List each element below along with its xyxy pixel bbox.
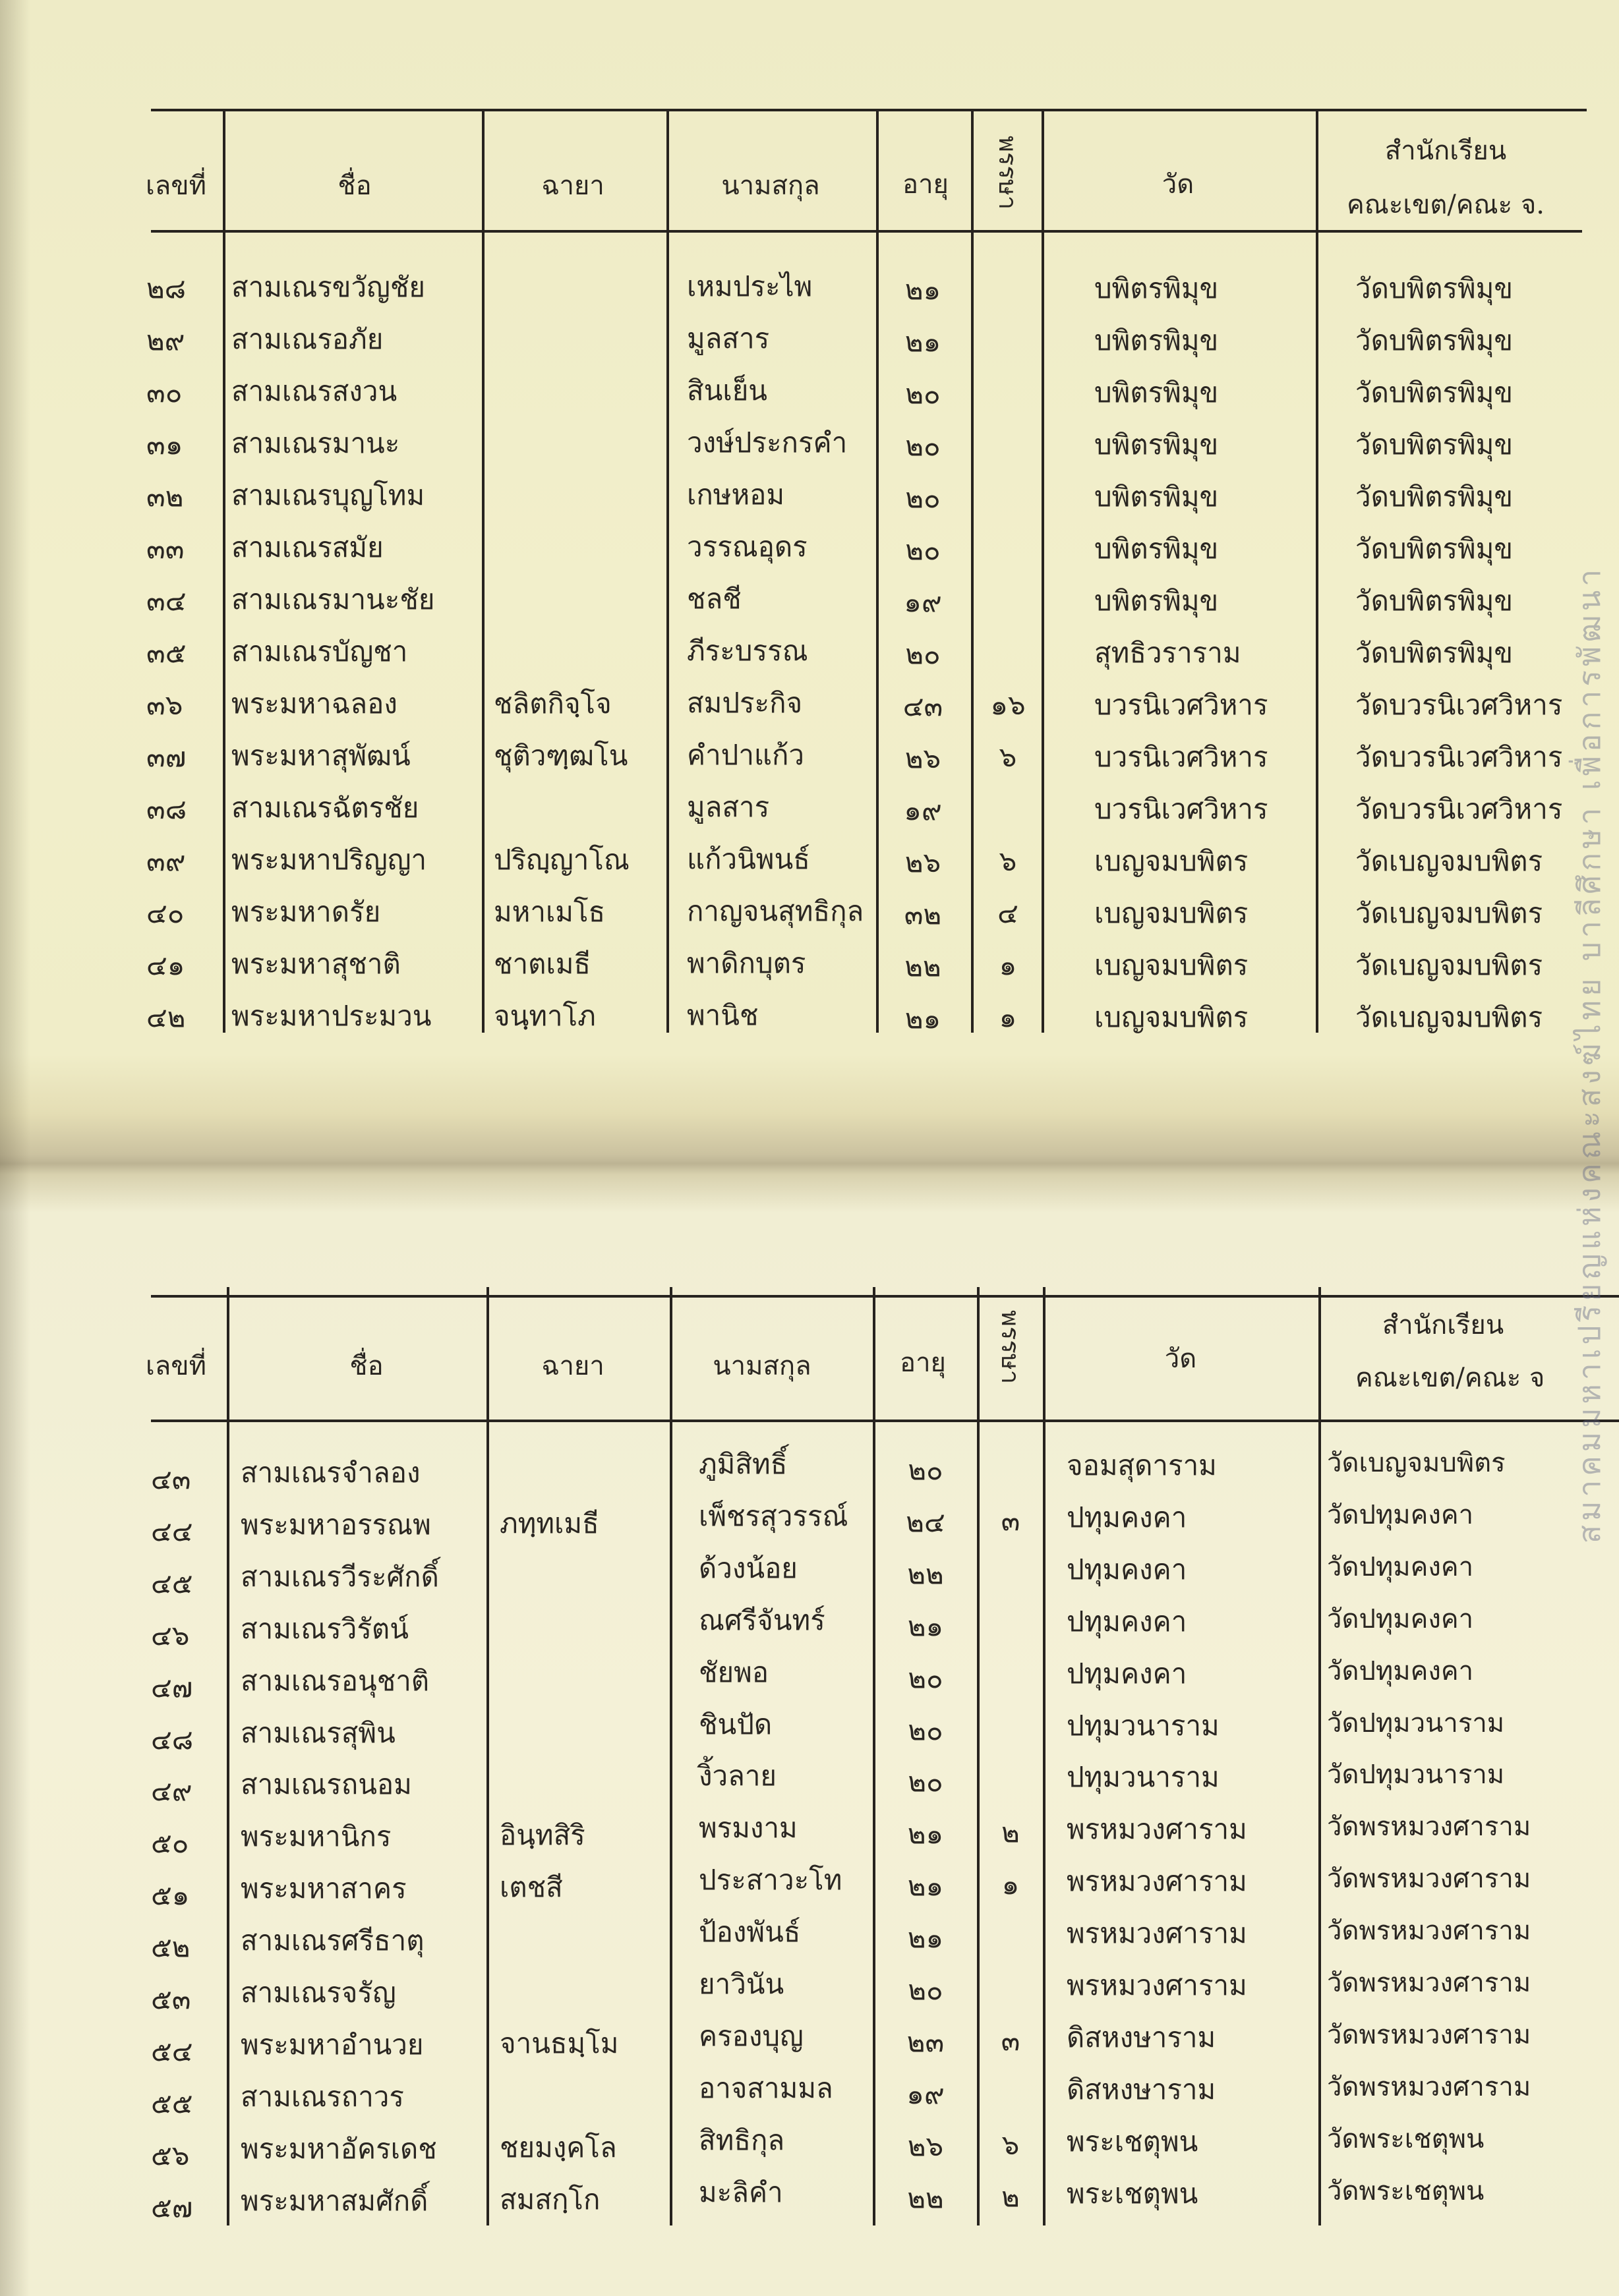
table-row bbox=[0, 1603, 1595, 1651]
cell-school: วัดเบญจมบพิตร bbox=[1327, 1448, 1506, 1478]
cell-wat: บพิตรพิมุข bbox=[1094, 532, 1219, 565]
header-school-line1: สำนักเรียน bbox=[1382, 1310, 1504, 1340]
cell-no: ๕๐ bbox=[151, 1827, 189, 1860]
table-row bbox=[0, 2123, 1595, 2171]
header-phansa: พรรษา bbox=[993, 135, 1022, 210]
cell-no: ๕๗ bbox=[151, 2191, 193, 2224]
cell-school: วัดบพิตรพิมุข bbox=[1355, 324, 1514, 357]
cell-surname: ครองบุญ bbox=[699, 2019, 804, 2052]
cell-age: ๒๔ bbox=[906, 1505, 945, 1538]
cell-name: สามเณรสุพิน bbox=[241, 1716, 396, 1749]
table-row bbox=[0, 372, 1595, 411]
cell-age: ๒๐ bbox=[905, 534, 941, 566]
cell-chaya: ภทฺทเมธี bbox=[500, 1507, 599, 1539]
cell-age: ๒๑ bbox=[907, 1609, 944, 1642]
cell-school: วัดปทุมคงคา bbox=[1327, 1551, 1474, 1582]
cell-name: สามเณรสมัย bbox=[231, 531, 384, 563]
table-row bbox=[0, 1760, 1595, 1808]
cell-surname: สมประกิจ bbox=[687, 687, 803, 719]
cell-name: สามเณรอนุชาติ bbox=[241, 1664, 430, 1697]
cell-name: พระมหาอรรณพ bbox=[241, 1508, 431, 1541]
cell-name: สามเณรวิรัตน์ bbox=[241, 1612, 409, 1645]
header-bottom-rule bbox=[151, 1420, 1619, 1422]
cell-wat: ปทุมวนาราม bbox=[1067, 1709, 1220, 1742]
table-row bbox=[0, 840, 1595, 880]
cell-age: ๒๒ bbox=[904, 950, 941, 983]
cell-no: ๕๓ bbox=[151, 1983, 191, 2015]
cell-school: วัดบพิตรพิมุข bbox=[1355, 532, 1514, 565]
cell-school: วัดบพิตรพิมุข bbox=[1355, 637, 1514, 669]
cell-wat: พรหมวงศาราม bbox=[1067, 1865, 1247, 1898]
cell-age: ๒๐ bbox=[905, 482, 941, 514]
cell-surname: ป้องพันธ์ bbox=[699, 1916, 801, 1949]
table-row bbox=[0, 684, 1595, 724]
cell-name: สามเณรบุญโทม bbox=[231, 479, 425, 511]
cell-age: ๒๑ bbox=[907, 1922, 944, 1955]
table-row bbox=[0, 996, 1595, 1036]
cell-wat: บพิตรพิมุข bbox=[1094, 272, 1219, 304]
header-chaya: ฉายา bbox=[541, 1351, 604, 1381]
cell-age: ๒๐ bbox=[908, 1661, 943, 1694]
cell-chaya: อินฺทสิริ bbox=[500, 1819, 585, 1852]
table-row bbox=[0, 476, 1595, 515]
header-chaya: ฉายา bbox=[541, 171, 604, 201]
cell-surname: คำปาแก้ว bbox=[687, 739, 805, 771]
cell-surname: พานิช bbox=[687, 999, 759, 1031]
header-wat: วัด bbox=[1162, 169, 1194, 200]
cell-name: สามเณรจรัญ bbox=[241, 1976, 396, 2009]
cell-surname: มูลสาร bbox=[687, 791, 770, 823]
cell-phansa: ๑ bbox=[999, 949, 1017, 981]
cell-wat: ปทุมคงคา bbox=[1067, 1605, 1187, 1638]
header-number: เลขที่ bbox=[146, 1351, 206, 1381]
header-bottom-rule bbox=[151, 230, 1582, 233]
cell-school: วัดบวรนิเวศวิหาร bbox=[1355, 689, 1563, 721]
cell-no: ๓๕ bbox=[146, 637, 187, 669]
cell-wat: บพิตรพิมุข bbox=[1094, 480, 1219, 513]
cell-school: วัดเบญจมบพิตร bbox=[1355, 949, 1543, 981]
table-row bbox=[0, 944, 1595, 984]
cell-name: สามเณรบัญชา bbox=[231, 635, 408, 668]
cell-no: ๔๓ bbox=[151, 1463, 191, 1495]
table-row bbox=[0, 1968, 1595, 2015]
cell-no: ๔๑ bbox=[146, 949, 185, 981]
table-row bbox=[0, 1499, 1595, 1547]
cell-surname: ด้วงน้อย bbox=[699, 1551, 798, 1584]
header-school-line1: สำนักเรียน bbox=[1384, 136, 1507, 166]
cell-surname: ภีระบรรณ bbox=[687, 635, 808, 667]
cell-age: ๒๓ bbox=[906, 2025, 945, 2058]
cell-name: พระมหาดรัย bbox=[231, 896, 381, 928]
cell-age: ๒๒ bbox=[907, 1557, 944, 1590]
cell-age: ๑๙ bbox=[904, 794, 942, 826]
cell-name: สามเณรมานะ bbox=[231, 427, 400, 459]
cell-no: ๓๒ bbox=[146, 480, 184, 513]
cell-phansa: ๒ bbox=[1001, 2180, 1020, 2213]
cell-phansa: ๒ bbox=[1001, 1816, 1020, 1849]
table-row bbox=[0, 528, 1595, 567]
cell-age: ๑๙ bbox=[906, 2077, 945, 2110]
table-row bbox=[0, 2019, 1595, 2067]
cell-wat: บพิตรพิมุข bbox=[1094, 428, 1219, 461]
cell-phansa: ๓ bbox=[1001, 1504, 1020, 1537]
cell-no: ๕๔ bbox=[151, 2034, 193, 2067]
cell-age: ๒๖ bbox=[904, 742, 941, 774]
header-name: ชื่อ bbox=[338, 171, 372, 201]
table-top-rule bbox=[151, 1295, 1619, 1298]
cell-wat: พรหมวงศาราม bbox=[1067, 1813, 1247, 1846]
cell-school: วัดบพิตรพิมุข bbox=[1355, 376, 1514, 409]
cell-surname: ชลชี bbox=[687, 583, 742, 615]
header-age: อายุ bbox=[900, 1348, 946, 1378]
cell-age: ๒๐ bbox=[908, 1454, 943, 1486]
cell-surname: ยาวินัน bbox=[699, 1968, 784, 2000]
cell-no: ๓๐ bbox=[146, 376, 183, 409]
table-row bbox=[0, 788, 1595, 828]
cell-school: วัดเบญจมบพิตร bbox=[1355, 897, 1543, 929]
table-row bbox=[0, 268, 1595, 307]
cell-name: พระมหาสมศักดิ์ bbox=[241, 2184, 428, 2217]
cell-school: วัดปทุมคงคา bbox=[1327, 1655, 1474, 1686]
cell-wat: เบญจมบพิตร bbox=[1094, 949, 1249, 981]
cell-age: ๒๐ bbox=[905, 378, 941, 410]
cell-school: วัดปทุมวนาราม bbox=[1327, 1708, 1505, 1738]
cell-school: วัดพรหมวงศาราม bbox=[1327, 1812, 1531, 1843]
cell-name: พระมหาปริญญา bbox=[231, 844, 427, 876]
cell-wat: บพิตรพิมุข bbox=[1094, 585, 1219, 617]
cell-age: ๒๑ bbox=[904, 1002, 941, 1035]
cell-school: วัดพระเชตุพน bbox=[1327, 2175, 1485, 2206]
cell-wat: ปทุมคงคา bbox=[1067, 1501, 1187, 1534]
cell-surname: วรรณอุดร bbox=[687, 531, 808, 563]
cell-wat: บพิตรพิมุข bbox=[1094, 324, 1219, 357]
cell-age: ๒๖ bbox=[904, 846, 941, 878]
cell-school: วัดบพิตรพิมุข bbox=[1355, 428, 1514, 461]
cell-no: ๕๖ bbox=[151, 2138, 190, 2171]
cell-wat: บพิตรพิมุข bbox=[1094, 376, 1219, 409]
table-row bbox=[0, 320, 1595, 359]
cell-no: ๕๑ bbox=[151, 1879, 190, 1912]
cell-chaya: เตชสี bbox=[500, 1871, 563, 1904]
cell-wat: ปทุมคงคา bbox=[1067, 1657, 1187, 1690]
cell-wat: ดิสหงษาราม bbox=[1067, 2073, 1216, 2106]
cell-wat: สุทธิวราราม bbox=[1094, 637, 1241, 669]
cell-name: พระมหาอำนวย bbox=[241, 2028, 424, 2061]
cell-surname: กาญจนสุทธิกุล bbox=[687, 895, 864, 927]
cell-school: วัดบพิตรพิมุข bbox=[1355, 480, 1514, 513]
cell-no: ๔๒ bbox=[146, 1001, 186, 1033]
cell-phansa: ๖ bbox=[999, 741, 1017, 773]
header-school-line2: คณะเขต/คณะ จ bbox=[1355, 1363, 1545, 1393]
table-row bbox=[0, 424, 1595, 463]
cell-phansa: ๖ bbox=[999, 845, 1017, 877]
table-row bbox=[0, 892, 1595, 932]
cell-school: วัดเบญจมบพิตร bbox=[1355, 845, 1543, 877]
cell-chaya: จนฺทาโภ bbox=[494, 1000, 596, 1032]
cell-age: ๒๑ bbox=[907, 1870, 944, 1903]
cell-school: วัดปทุมคงคา bbox=[1327, 1499, 1474, 1530]
cell-age: ๒๑ bbox=[904, 273, 941, 306]
header-wat: วัด bbox=[1164, 1344, 1197, 1374]
table-row bbox=[0, 2071, 1595, 2119]
cell-wat: เบญจมบพิตร bbox=[1094, 1001, 1249, 1033]
cell-wat: บวรนิเวศวิหาร bbox=[1094, 689, 1268, 721]
cell-age: ๒๐ bbox=[908, 1974, 943, 2006]
cell-age: ๒๐ bbox=[905, 430, 941, 462]
cell-chaya: จานธมฺโม bbox=[500, 2026, 619, 2059]
cell-name: พระมหาสุชาติ bbox=[231, 948, 401, 980]
cell-chaya: ชุติวฑฺฒโน bbox=[494, 739, 628, 772]
cell-name: สามเณรศรีธาตุ bbox=[241, 1924, 425, 1957]
cell-age: ๒๖ bbox=[907, 2129, 944, 2162]
cell-school: วัดพรหมวงศาราม bbox=[1327, 2019, 1531, 2050]
cell-name: พระมหาสุพัฒน์ bbox=[231, 739, 411, 772]
table-row bbox=[0, 1812, 1595, 1860]
cell-school: วัดพระเชตุพน bbox=[1327, 2123, 1485, 2154]
cell-no: ๕๕ bbox=[151, 2086, 193, 2119]
cell-chaya: สมสกฺโก bbox=[500, 2183, 601, 2216]
table-top-rule bbox=[151, 109, 1587, 111]
cell-no: ๓๘ bbox=[146, 793, 187, 825]
cell-name: พระมหาฉลอง bbox=[231, 687, 397, 720]
table-row bbox=[0, 1655, 1595, 1704]
cell-surname: วงษ์ประกรคำ bbox=[687, 426, 848, 459]
cell-age: ๓๒ bbox=[904, 898, 942, 931]
table-row bbox=[0, 1551, 1595, 1599]
cell-age: ๑๙ bbox=[904, 586, 942, 618]
cell-no: ๔๐ bbox=[146, 897, 185, 929]
cell-wat: พระเชตุพน bbox=[1067, 2125, 1198, 2158]
cell-wat: พรหมวงศาราม bbox=[1067, 1917, 1247, 1950]
table-row bbox=[0, 736, 1595, 776]
cell-school: วัดบพิตรพิมุข bbox=[1355, 272, 1514, 304]
cell-name: สามเณรขวัญชัย bbox=[231, 271, 425, 303]
cell-phansa: ๔ bbox=[997, 897, 1018, 929]
cell-name: พระมหาสาคร bbox=[241, 1872, 407, 1905]
table-row bbox=[0, 1708, 1595, 1756]
cell-wat: เบญจมบพิตร bbox=[1094, 897, 1249, 929]
cell-name: พระมหานิกร bbox=[241, 1820, 392, 1853]
cell-surname: พาดิกบุตร bbox=[687, 947, 806, 979]
cell-school: วัดปทุมวนาราม bbox=[1327, 1760, 1505, 1791]
cell-phansa: ๖ bbox=[1001, 2128, 1020, 2161]
cell-surname: มูลสาร bbox=[687, 322, 770, 355]
cell-wat: จอมสุดาราม bbox=[1067, 1449, 1217, 1481]
cell-surname: สินเย็น bbox=[687, 374, 768, 407]
cell-name: สามเณรวีระศักดิ์ bbox=[241, 1560, 439, 1593]
cell-no: ๓๖ bbox=[146, 689, 183, 721]
cell-school: วัดบวรนิเวศวิหาร bbox=[1355, 741, 1563, 773]
header-number: เลขที่ bbox=[146, 171, 206, 201]
cell-no: ๓๓ bbox=[146, 532, 185, 565]
cell-age: ๒๐ bbox=[908, 1765, 943, 1798]
cell-phansa: ๓ bbox=[1001, 2024, 1020, 2057]
cell-surname: ชินปัด bbox=[699, 1708, 773, 1740]
cell-phansa: ๑๖ bbox=[990, 689, 1026, 721]
cell-no: ๔๖ bbox=[151, 1619, 190, 1651]
cell-no: ๔๕ bbox=[151, 1566, 193, 1599]
cell-phansa: ๑ bbox=[1001, 1868, 1020, 1901]
cell-no: ๕๒ bbox=[151, 1931, 191, 1964]
cell-chaya: ชลิตกิจฺโจ bbox=[494, 687, 612, 720]
cell-name: พระมหาอัครเดช bbox=[241, 2132, 437, 2165]
cell-surname: เหมประไพ bbox=[687, 270, 813, 302]
cell-school: วัดพรหมวงศาราม bbox=[1327, 1864, 1531, 1895]
table-row bbox=[0, 2175, 1595, 2224]
cell-surname: เพ็ชรสุวรรณ์ bbox=[699, 1499, 848, 1532]
cell-chaya: ชยมงฺคโล bbox=[500, 2131, 617, 2164]
cell-school: วัดปทุมคงคา bbox=[1327, 1603, 1474, 1634]
cell-age: ๔๓ bbox=[902, 690, 943, 722]
cell-chaya: ชาตเมธี bbox=[494, 948, 591, 980]
cell-wat: ดิสหงษาราม bbox=[1067, 2021, 1216, 2053]
cell-name: พระมหาประมวน bbox=[231, 1000, 432, 1032]
cell-no: ๓๔ bbox=[146, 585, 187, 617]
cell-wat: ปทุมคงคา bbox=[1067, 1553, 1187, 1586]
table-row bbox=[0, 1916, 1595, 1964]
cell-age: ๒๐ bbox=[908, 1713, 943, 1746]
header-surname: นามสกุล bbox=[713, 1351, 811, 1381]
cell-age: ๒๑ bbox=[907, 1818, 944, 1851]
cell-wat: บวรนิเวศวิหาร bbox=[1094, 793, 1268, 825]
cell-school: วัดพรหมวงศาราม bbox=[1327, 1968, 1531, 1998]
cell-name: สามเณรอภัย bbox=[231, 323, 384, 355]
cell-no: ๓๗ bbox=[146, 741, 187, 773]
cell-school: วัดพรหมวงศาราม bbox=[1327, 2071, 1531, 2102]
cell-surname: ภูมิสิทธิ์ bbox=[699, 1448, 788, 1480]
cell-chaya: มหาเมโธ bbox=[494, 896, 606, 928]
cell-age: ๒๑ bbox=[904, 326, 941, 358]
cell-surname: พรมงาม bbox=[699, 1812, 798, 1845]
cell-name: สามเณรมานะชัย bbox=[231, 583, 435, 616]
cell-age: ๒๒ bbox=[907, 2181, 944, 2214]
cell-no: ๔๔ bbox=[151, 1514, 193, 1547]
cell-surname: อาจสามมล bbox=[699, 2071, 833, 2104]
cell-name: สามเณรถนอม bbox=[241, 1768, 412, 1801]
watermark-stamp: สมาคมมหาเปรียญแห่งคณะสงฆ์ไทย บาลีศึกษา เพื่อการพัฒนา bbox=[1572, 565, 1607, 1544]
header-school-line2: คณะเขต/คณะ จ. bbox=[1346, 190, 1545, 220]
cell-chaya: ปริญฺญาโณ bbox=[494, 844, 630, 876]
table-row bbox=[0, 1864, 1595, 1912]
cell-no: ๓๑ bbox=[146, 428, 183, 461]
cell-wat: เบญจมบพิตร bbox=[1094, 845, 1249, 877]
cell-school: วัดพรหมวงศาราม bbox=[1327, 1916, 1531, 1947]
cell-wat: ปทุมวนาราม bbox=[1067, 1761, 1220, 1794]
table-row bbox=[0, 1448, 1595, 1495]
cell-name: สามเณรฉัตรชัย bbox=[231, 791, 419, 824]
header-surname: นามสกุล bbox=[721, 171, 820, 201]
cell-no: ๔๙ bbox=[151, 1775, 192, 1808]
cell-surname: ประสาวะโท bbox=[699, 1864, 842, 1897]
cell-name: สามเณรสงวน bbox=[231, 375, 397, 407]
cell-no: ๔๘ bbox=[151, 1723, 194, 1756]
header-name: ชื่อ bbox=[349, 1351, 384, 1381]
cell-surname: เกษหอม bbox=[687, 478, 785, 511]
cell-school: วัดเบญจมบพิตร bbox=[1355, 1001, 1543, 1033]
cell-age: ๒๐ bbox=[905, 638, 941, 670]
cell-surname: มะลิคำ bbox=[699, 2175, 783, 2208]
cell-no: ๔๗ bbox=[151, 1671, 193, 1704]
header-phansa: พรรษา bbox=[996, 1309, 1025, 1385]
cell-surname: สิทธิกุล bbox=[699, 2123, 785, 2156]
cell-wat: บวรนิเวศวิหาร bbox=[1094, 741, 1268, 773]
cell-surname: ณศรีจันทร์ bbox=[699, 1603, 825, 1636]
table-row bbox=[0, 580, 1595, 619]
cell-surname: งิ้วลาย bbox=[699, 1760, 777, 1793]
cell-name: สามเณรจำลอง bbox=[241, 1456, 421, 1489]
cell-school: วัดบพิตรพิมุข bbox=[1355, 585, 1514, 617]
cell-no: ๓๙ bbox=[146, 845, 186, 877]
cell-name: สามเณรถาวร bbox=[241, 2080, 404, 2113]
cell-no: ๒๘ bbox=[146, 272, 187, 304]
cell-surname: แก้วนิพนธ์ bbox=[687, 843, 810, 875]
cell-phansa: ๑ bbox=[999, 1001, 1017, 1033]
header-age: อายุ bbox=[902, 169, 949, 200]
cell-school: วัดบวรนิเวศวิหาร bbox=[1355, 793, 1563, 825]
cell-no: ๒๙ bbox=[146, 324, 185, 357]
cell-wat: พรหมวงศาราม bbox=[1067, 1969, 1247, 2001]
cell-surname: ชัยพอ bbox=[699, 1655, 769, 1688]
cell-wat: พระเชตุพน bbox=[1067, 2177, 1198, 2210]
table-row bbox=[0, 632, 1595, 672]
